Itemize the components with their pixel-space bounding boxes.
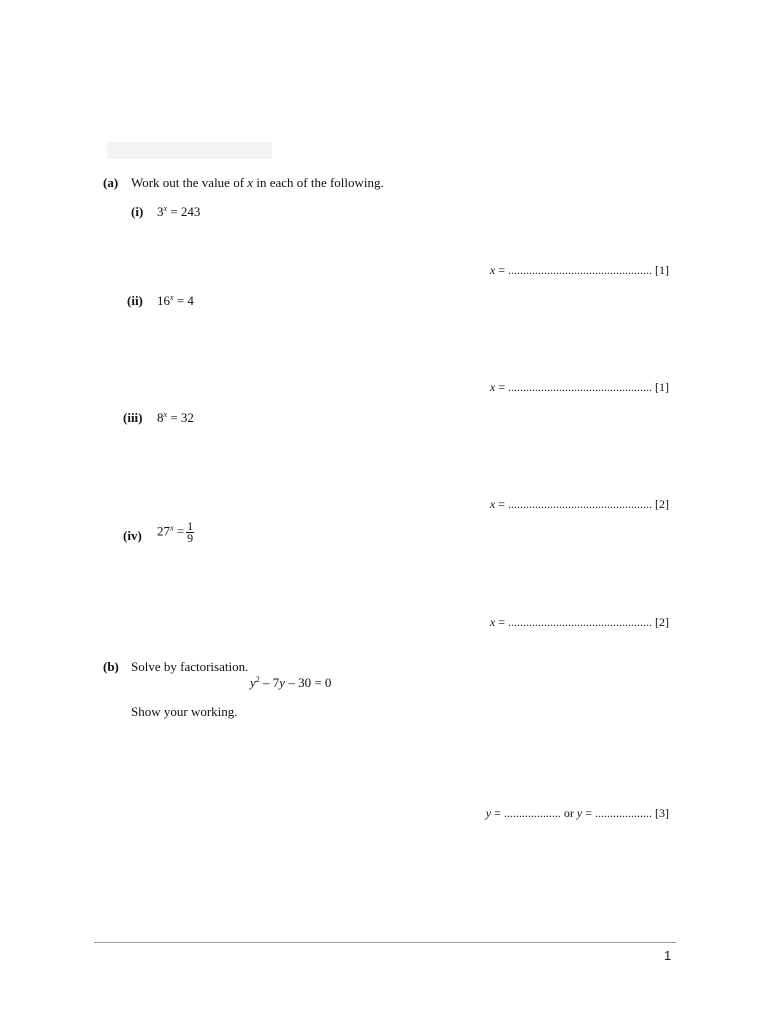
item-ii-rhs: = 4 bbox=[176, 293, 194, 308]
part-b-label: (b) bbox=[103, 659, 119, 674]
eq-var: y bbox=[250, 675, 256, 690]
answer-var-1: y bbox=[485, 806, 492, 820]
item-iii-base: 8 bbox=[157, 410, 164, 425]
part-b-instruction: Solve by factorisation. bbox=[131, 659, 249, 674]
eq-rest-2: – 30 = 0 bbox=[285, 675, 332, 690]
part-a-label: (a) bbox=[103, 175, 119, 190]
page-number: 1 bbox=[664, 948, 672, 963]
part-a-instruction bbox=[131, 175, 384, 191]
footer-divider bbox=[94, 942, 676, 943]
item-i-rhs: = 243 bbox=[170, 204, 201, 219]
item-iv-fraction-numerator: 1 bbox=[187, 519, 194, 533]
eq-rest-1: – 7 bbox=[259, 675, 280, 690]
item-ii-equation bbox=[157, 293, 194, 309]
item-iii-exp: x bbox=[163, 410, 168, 419]
item-ii-answer-var: x bbox=[489, 380, 496, 394]
show-working: Show your working. bbox=[131, 704, 238, 719]
item-ii-base: 16 bbox=[157, 293, 170, 308]
instruction-post: in each of the following. bbox=[253, 175, 384, 190]
answer-mid: = ................... or bbox=[491, 806, 577, 820]
blank-header-strip bbox=[107, 142, 272, 159]
item-iv-equation bbox=[157, 521, 194, 544]
item-ii-exp: x bbox=[170, 293, 174, 302]
item-iv-rhs: = bbox=[176, 523, 185, 539]
eq-exp: 2 bbox=[255, 675, 260, 684]
item-i-equation bbox=[157, 204, 200, 220]
item-iv-marks: [2] bbox=[655, 615, 669, 629]
part-b-marks: [3] bbox=[655, 806, 669, 820]
item-ii-answer-dots: = ................................................ bbox=[495, 380, 652, 394]
item-iv-label: (iv) bbox=[123, 528, 142, 543]
item-iii-answer-dots: = ................................................ bbox=[495, 497, 652, 511]
item-i-answer-line[interactable] bbox=[490, 263, 669, 278]
item-i-base: 3 bbox=[157, 204, 164, 219]
item-i-label: (i) bbox=[131, 204, 144, 219]
item-iv-fraction-denominator: 9 bbox=[187, 531, 194, 545]
item-ii-answer-line[interactable] bbox=[490, 380, 669, 395]
item-iv-answer-var: x bbox=[489, 615, 496, 629]
item-iii-marks: [2] bbox=[655, 497, 669, 511]
item-iii-rhs: = 32 bbox=[170, 410, 194, 425]
item-iii-answer-var: x bbox=[489, 497, 496, 511]
item-iv-answer-dots: = ................................................ bbox=[495, 615, 652, 629]
item-i-answer-dots: = ................................................ bbox=[495, 263, 652, 277]
part-b-answer-line[interactable] bbox=[486, 806, 669, 821]
item-ii-marks: [1] bbox=[655, 380, 669, 394]
eq-var-2: y bbox=[279, 675, 286, 690]
item-iv-exp: x bbox=[170, 523, 174, 533]
item-iii-label: (iii) bbox=[123, 410, 143, 425]
item-i-marks: [1] bbox=[655, 263, 669, 277]
item-iv-answer-line[interactable] bbox=[490, 615, 669, 630]
item-iii-answer-line[interactable] bbox=[490, 497, 669, 512]
part-b-equation bbox=[250, 675, 331, 691]
answer-end: = ................... bbox=[582, 806, 652, 820]
item-i-answer-var: x bbox=[489, 263, 496, 277]
item-i-exp: x bbox=[163, 204, 168, 213]
item-iv-fraction bbox=[186, 521, 194, 544]
item-iv-base: 27 bbox=[157, 523, 170, 539]
item-iii-equation bbox=[157, 410, 194, 426]
item-ii-label: (ii) bbox=[127, 293, 143, 308]
answer-var-2: y bbox=[576, 806, 583, 820]
instruction-pre: Work out the value of bbox=[131, 175, 248, 190]
instruction-var: x bbox=[247, 175, 254, 190]
